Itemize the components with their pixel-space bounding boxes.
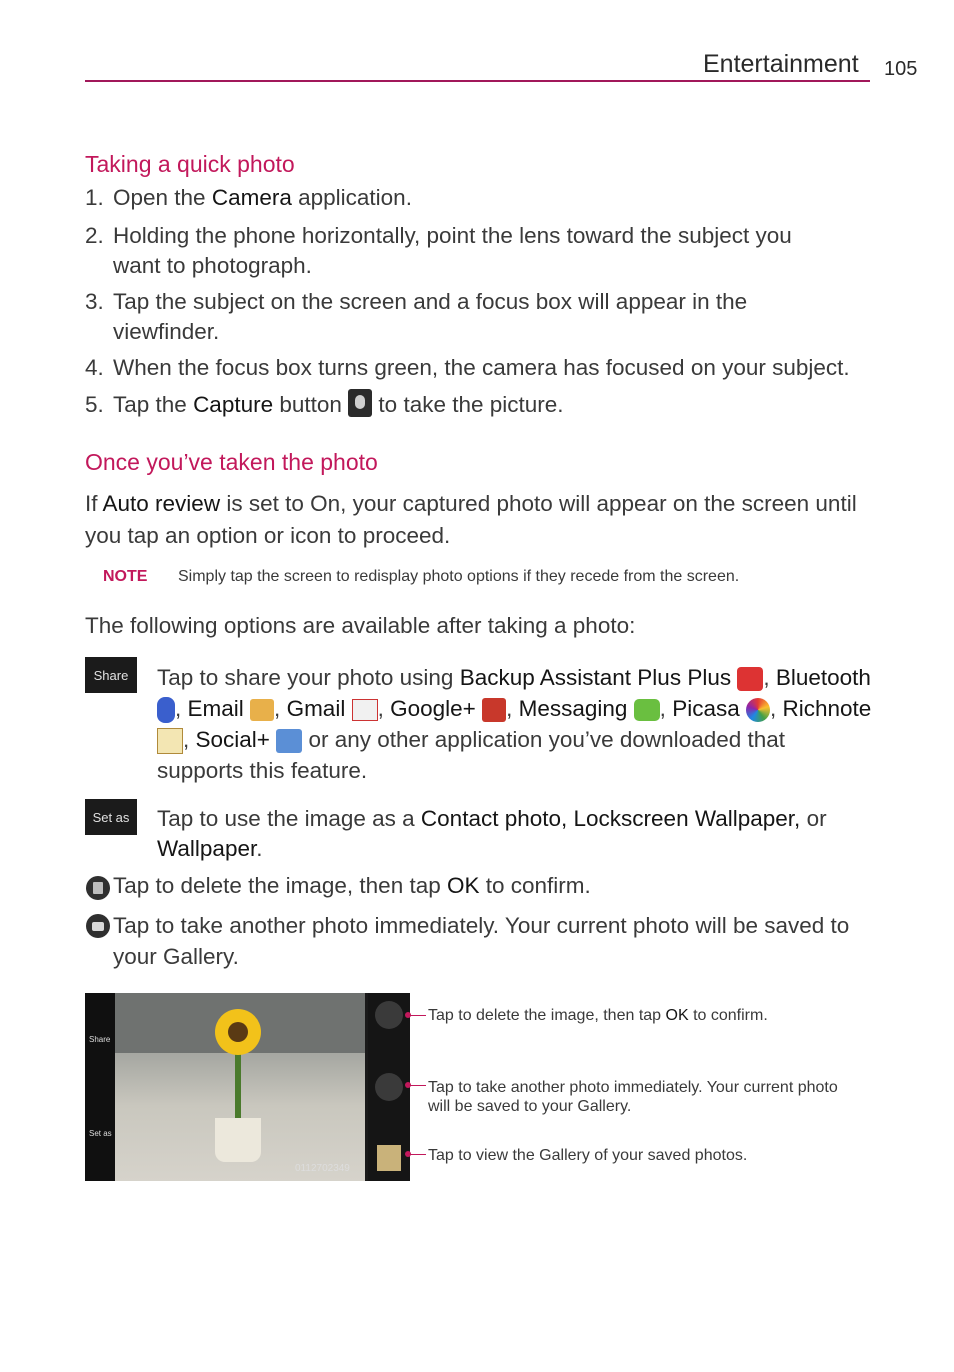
callout-gallery: Tap to view the Gallery of your saved photos.	[428, 1147, 748, 1164]
step-text: button	[273, 392, 349, 417]
delete-text: Tap to delete the image, then tap	[113, 873, 447, 898]
step-2: Holding the phone horizontally, point the lens toward the subject you want to photograph.	[113, 223, 792, 278]
callout-line-delete	[408, 1015, 426, 1016]
email-icon	[250, 699, 274, 721]
capture-option-text: Tap to take another photo immediately. Your current photo will be saved to your Gallery.	[113, 913, 850, 969]
callout-ok-keyword: OK	[665, 1007, 689, 1024]
screenshot-share-label: Share	[89, 1035, 111, 1044]
step-4: When the focus box turns green, the camera has focused on your subject.	[113, 355, 850, 380]
app-google-plus: Google+	[390, 696, 476, 721]
share-text: Tap to share your photo using	[157, 665, 460, 690]
delete-text: to confirm.	[479, 873, 591, 898]
note-label: NOTE	[103, 568, 148, 585]
richnote-icon	[157, 728, 183, 754]
screenshot-left-bar	[85, 993, 115, 1181]
screenshot-camera-icon	[375, 1073, 403, 1101]
backup-assistant-icon	[737, 667, 763, 691]
photo-area	[115, 993, 365, 1181]
step-number: 3.	[85, 289, 104, 314]
setas-text: .	[256, 836, 263, 861]
step-5	[113, 390, 883, 420]
header-rule	[85, 80, 870, 82]
app-messaging: Messaging	[518, 696, 628, 721]
share-text: or any other application you’ve downloaded that supports this feature.	[157, 727, 786, 783]
paragraph-text: If	[85, 491, 103, 516]
gmail-icon	[352, 699, 378, 721]
callout-text: to confirm.	[688, 1007, 768, 1024]
callout-delete	[428, 1006, 768, 1025]
camera-review-screenshot	[85, 993, 410, 1181]
screenshot-setas-label: Set as	[89, 1129, 112, 1138]
app-picasa: Picasa	[672, 696, 740, 721]
messaging-icon	[634, 699, 660, 721]
flower-pot	[215, 1118, 261, 1162]
note-text: Simply tap the screen to redisplay photo options if they recede from the screen.	[178, 568, 740, 585]
section-header-title: Entertainment	[703, 50, 859, 78]
callout-text: Tap to delete the image, then tap	[428, 1007, 666, 1024]
camera-icon	[86, 914, 110, 938]
photo-stamp: 0112702349	[295, 1163, 350, 1174]
set-as-option-text	[157, 804, 877, 864]
delete-option-text	[113, 871, 591, 901]
page-number: 105	[884, 58, 918, 80]
share-button-icon: Share	[85, 657, 137, 693]
step-number: 1.	[85, 185, 104, 210]
share-option-text: Tap to share your photo using Backup Assistant Plus Plus , Bluetooth , Email , Gmail , Google+ , Messaging , Picasa , Richnote , Social+ or any other application you’ve downloaded that supports this feature.	[157, 665, 872, 783]
screenshot-trash-icon	[375, 1001, 403, 1029]
social-plus-icon	[276, 729, 302, 753]
setas-text: Tap to use the image as a	[157, 806, 421, 831]
app-gmail: Gmail	[286, 696, 346, 721]
step-keyword: Capture	[193, 392, 274, 417]
auto-review-keyword: Auto review	[102, 491, 221, 516]
auto-review-paragraph	[85, 488, 875, 552]
setas-text: or	[800, 806, 827, 831]
step-text: to take the picture.	[372, 392, 564, 417]
step-number: 4.	[85, 355, 104, 380]
google-plus-icon	[482, 698, 506, 722]
flower-center	[228, 1022, 248, 1042]
callout-line-capture	[408, 1085, 426, 1086]
bluetooth-icon	[157, 697, 175, 723]
app-email: Email	[187, 696, 244, 721]
callout-line-gallery	[408, 1154, 426, 1155]
step-1	[113, 183, 883, 213]
trash-icon	[86, 876, 110, 900]
screenshot-right-bar	[368, 993, 410, 1181]
set-as-button-icon: Set as	[85, 799, 137, 835]
section-title-quick-photo: Taking a quick photo	[85, 151, 295, 177]
step-number: 5.	[85, 392, 104, 417]
step-text: Tap the	[113, 392, 194, 417]
callout-capture: Tap to take another photo immediately. Your current photo will be saved to your Gallery.	[428, 1079, 838, 1115]
app-social-plus: Social+	[195, 727, 270, 752]
setas-keyword: Contact photo, Lockscreen Wallpaper,	[420, 806, 801, 831]
step-number: 2.	[85, 223, 104, 248]
step-text: application.	[291, 185, 412, 210]
screenshot-gallery-icon	[377, 1145, 401, 1171]
app-backup-assistant: Backup Assistant Plus Plus	[459, 665, 732, 690]
capture-button-icon	[348, 389, 372, 417]
paragraph-text: is set to On, your captured photo will appear on the screen until you tap an option or icon to proceed.	[85, 491, 857, 548]
picasa-icon	[746, 698, 770, 722]
setas-keyword: Wallpaper	[157, 836, 257, 861]
step-text: Open the	[113, 185, 212, 210]
app-bluetooth: Bluetooth	[775, 665, 871, 690]
ok-keyword: OK	[446, 873, 480, 898]
section-title-after-photo: Once you’ve taken the photo	[85, 449, 378, 475]
options-intro: The following options are available after taking a photo:	[85, 613, 636, 638]
step-keyword: Camera	[211, 185, 292, 210]
app-richnote: Richnote	[782, 696, 872, 721]
step-3: Tap the subject on the screen and a focus box will appear in the viewfinder.	[113, 289, 748, 344]
